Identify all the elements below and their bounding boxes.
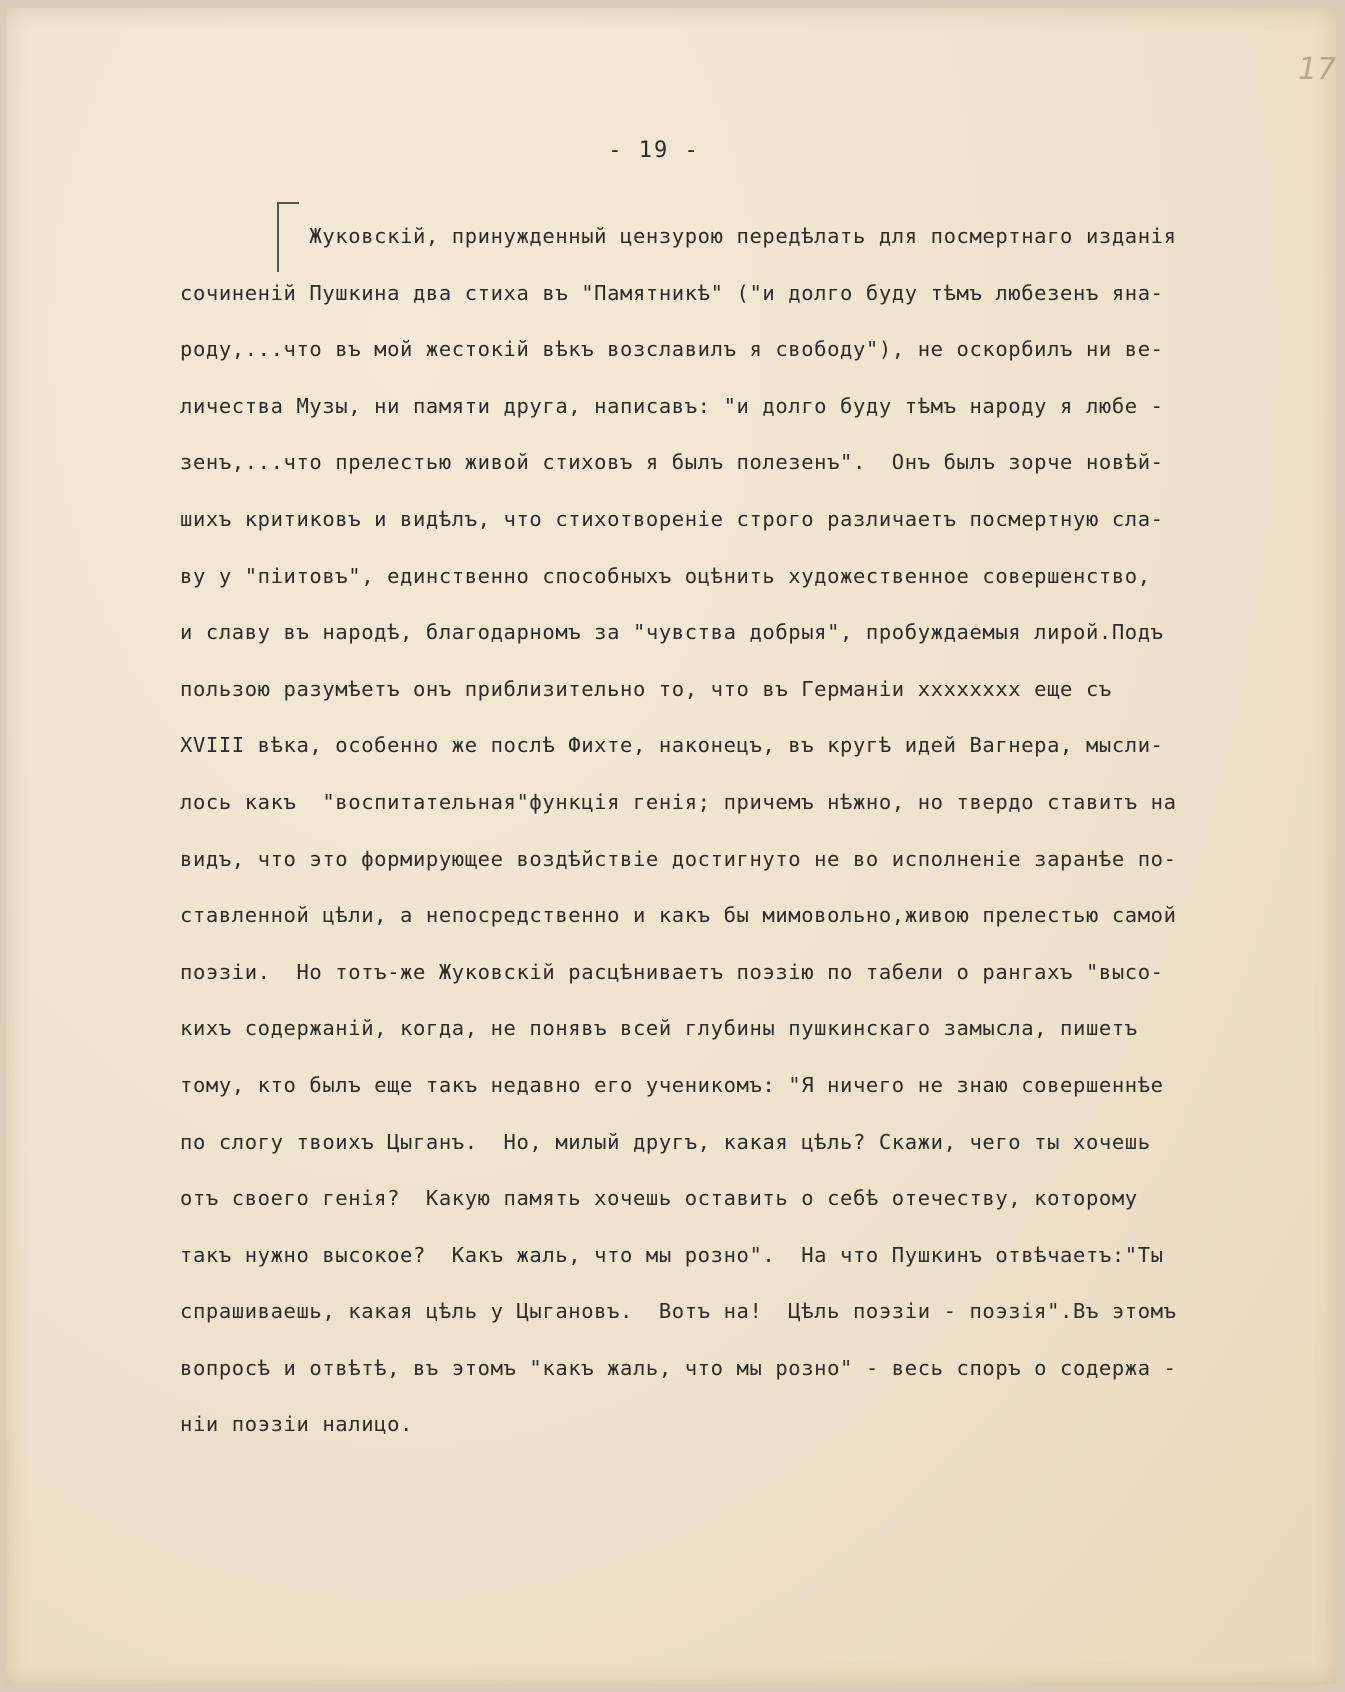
- document-page: [6, 8, 1336, 1684]
- text-line: вопросѣ и отвѣтѣ, въ этомъ "какъ жаль, что мы розно" - весь споръ о содержа -: [180, 1355, 1177, 1380]
- text-line: поэзiи. Но тотъ-же Жуковскiй расцѣниваетъ поэзiю по табели о рангахъ "высо-: [180, 959, 1164, 984]
- text-line: кихъ содержанiй, когда, не понявъ всей глубины пушкинскаго замысла, пишетъ: [180, 1016, 1138, 1041]
- text-line: по слогу твоихъ Цыганъ. Но, милый другъ, какая цѣль? Скажи, чего ты хочешь: [180, 1129, 1151, 1154]
- text-line: сочиненiй Пушкина два стиха въ "Памятникѣ" ("и долго буду тѣмъ любезенъ яна-: [180, 280, 1164, 305]
- archive-folio-number: 17: [1298, 52, 1337, 87]
- text-line: пользою разумѣетъ онъ приблизительно то, что въ Германiи хххххххх еще съ: [180, 676, 1112, 701]
- text-line: ву у "пiитовъ", единственно способныхъ оцѣнить художественное совершенство,: [180, 563, 1151, 588]
- text-line: тому, кто былъ еще такъ недавно его ученикомъ: "Я ничего не знаю совершеннѣе: [180, 1072, 1164, 1097]
- text-line: лось какъ "воспитательная"функцiя генiя; причемъ нѣжно, но твердо ставитъ на: [180, 789, 1177, 814]
- text-line: видъ, что это формирующее воздѣйствiе достигнуто не во исполненiе заранѣе по-: [180, 846, 1177, 871]
- text-line: роду,...что въ мой жестокiй вѣкъ возславилъ я свободу"), не оскорбилъ ни ве-: [180, 337, 1164, 362]
- text-line: Жуковскiй, принужденный цензурою передѣлать для посмертнаго изданiя: [180, 224, 1177, 248]
- text-line: XVIII вѣка, особенно же послѣ Фихте, наконецъ, въ кругѣ идей Вагнера, мысли-: [180, 733, 1164, 758]
- text-line: и славу въ народѣ, благодарномъ за "чувства добрыя", пробуждаемыя лирой.Подъ: [180, 620, 1164, 645]
- body-text: [180, 224, 1340, 1469]
- text-line: отъ своего генiя? Какую память хочешь оставить о себѣ отечеству, которому: [180, 1186, 1138, 1211]
- text-line: ставленной цѣли, а непосредственно и какъ бы мимовольно,живою прелестью самой: [180, 903, 1177, 928]
- text-line: спрашиваешь, какая цѣль у Цыгановъ. Вотъ на! Цѣль поэзiи - поэзiя".Въ этомъ: [180, 1299, 1177, 1324]
- text-line: шихъ критиковъ и видѣлъ, что стихотворенiе строго различаетъ посмертную сла-: [180, 506, 1164, 531]
- text-line: нiи поэзiи налицо.: [180, 1412, 413, 1437]
- text-line: такъ нужно высокое? Какъ жаль, что мы розно". На что Пушкинъ отвѣчаетъ:"Ты: [180, 1242, 1164, 1267]
- text-line: зенъ,...что прелестью живой стиховъ я былъ полезенъ". Онъ былъ зорче новѣй-: [180, 450, 1164, 475]
- text-line: личества Музы, ни памяти друга, написавъ: "и долго буду тѣмъ народу я любе -: [180, 393, 1164, 418]
- page-number: - 19 -: [608, 138, 700, 163]
